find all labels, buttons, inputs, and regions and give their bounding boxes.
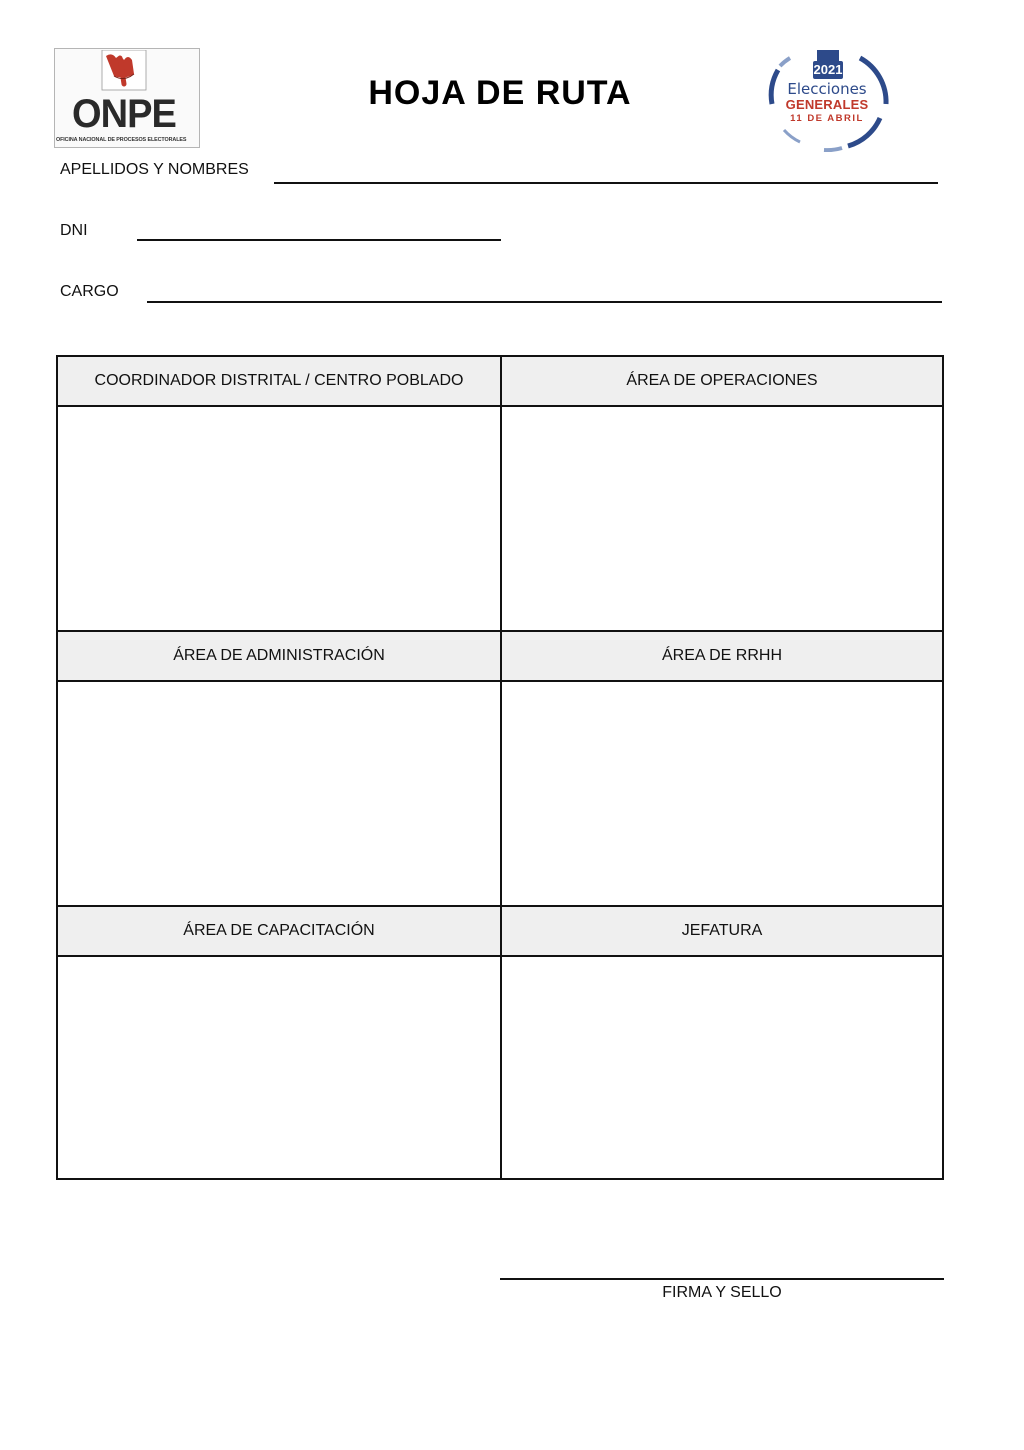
section-header-coordinador: COORDINADOR DISTRITAL / CENTRO POBLADO [58, 357, 500, 407]
dni-label: DNI [60, 222, 88, 239]
section-body-administracion[interactable] [58, 682, 500, 905]
section-header-jefatura: JEFATURA [502, 907, 942, 957]
dni-input-line[interactable] [137, 239, 501, 241]
section-header-administracion: ÁREA DE ADMINISTRACIÓN [58, 632, 500, 682]
approval-grid [56, 355, 944, 1180]
elections-generales: GENERALES [785, 97, 869, 112]
elections-word: Elecciones [787, 80, 867, 98]
elections-year: 2021 [813, 62, 843, 77]
page-title: HOJA DE RUTA [368, 74, 632, 112]
section-header-capacitacion: ÁREA DE CAPACITACIÓN [58, 907, 500, 957]
onpe-logo [54, 48, 200, 148]
section-body-operaciones[interactable] [502, 407, 942, 631]
elections-date: 11 DE ABRIL [790, 113, 864, 124]
elections-logo [760, 44, 890, 152]
names-label: APELLIDOS Y NOMBRES [60, 161, 249, 178]
section-body-capacitacion[interactable] [58, 957, 500, 1178]
section-body-coordinador[interactable] [58, 407, 500, 631]
onpe-logo-subtitle: OFICINA NACIONAL DE PROCESOS ELECTORALES [56, 137, 187, 143]
ballot-hand-icon [94, 50, 154, 92]
section-header-operaciones: ÁREA DE OPERACIONES [502, 357, 942, 407]
section-body-rrhh[interactable] [502, 682, 942, 905]
cargo-label: CARGO [60, 283, 119, 300]
signature-line[interactable] [500, 1278, 944, 1280]
cargo-input-line[interactable] [147, 301, 942, 303]
names-input-line[interactable] [274, 182, 938, 184]
onpe-logo-word: ONPE [72, 92, 176, 136]
section-body-jefatura[interactable] [502, 957, 942, 1178]
section-header-rrhh: ÁREA DE RRHH [502, 632, 942, 682]
signature-label: FIRMA Y SELLO [662, 1284, 782, 1301]
